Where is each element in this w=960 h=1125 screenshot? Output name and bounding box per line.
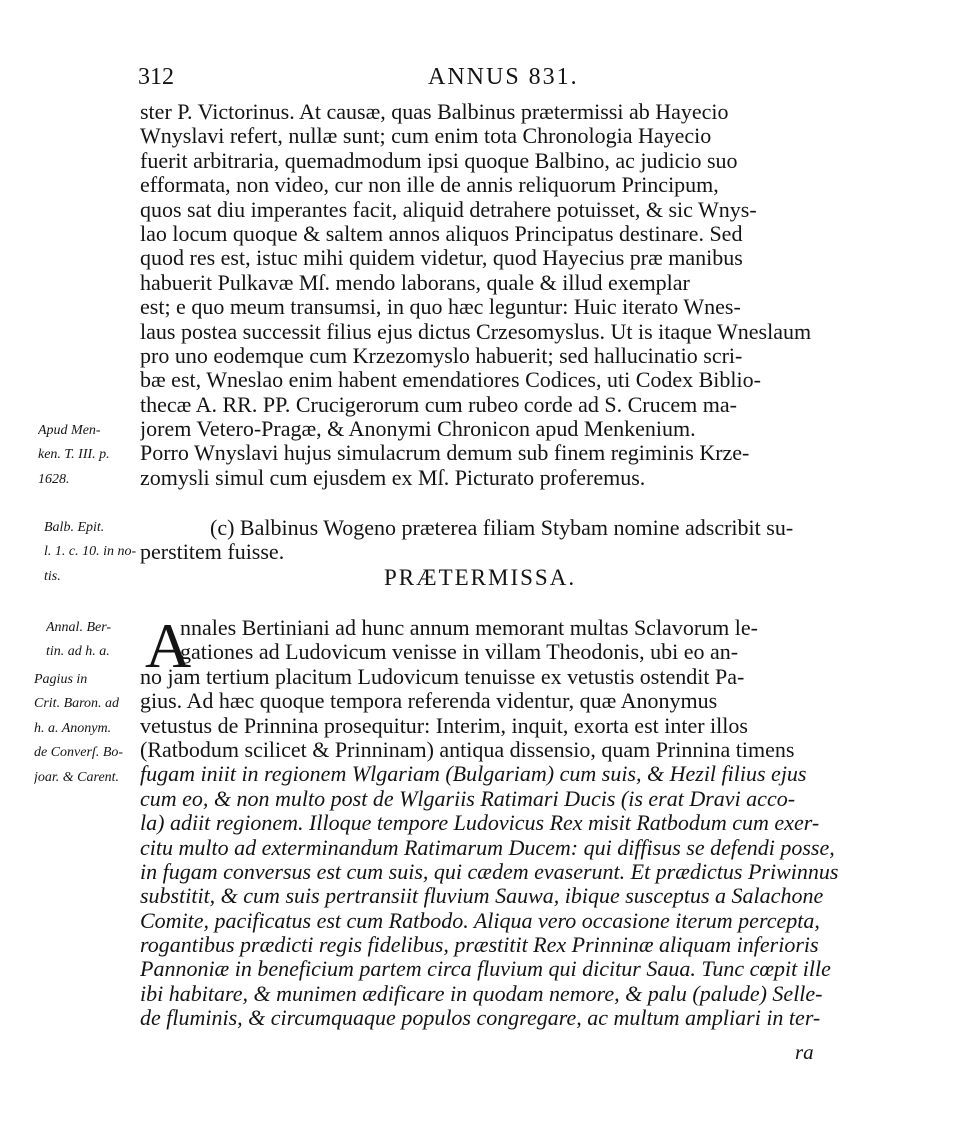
margin-line: joar. & Carent. [34,769,120,785]
text-line: (Ratbodum scilicet & Prinninam) antiqua dissensio, quam Prinnina timens [140,737,795,762]
text-line: laus postea successit filius ejus dictus Crzesomyslus. Ut is itaque Wneslaum [140,319,812,344]
text-line: efformata, non video, cur non ille de annis reliquorum Principum, [140,173,719,198]
note-line: perstitem fuisse. [140,540,285,565]
running-head: ANNUS 831. [428,64,579,90]
text-line: quos sat diu imperantes facit, aliquid detrahere potuisset, & sic Wnys- [140,197,757,222]
margin-line: de Converſ. Bo- [34,745,124,761]
page-number: 312 [138,64,174,90]
text-line: quod res est, istuc mihi quidem videtur, quod Hayecius præ manibus [140,246,743,271]
text-line: fugam iniit in regionem Wlgariam (Bulgariam) cum suis, & Hezil filius ejus [140,762,807,787]
footnote-c [140,516,840,565]
text-line: lao locum quoque & saltem annos aliquos Principatus destinare. Sed [140,221,743,246]
text-line: vetustus de Prinnina prosequitur: Interim, inquit, exorta est inter illos [140,713,748,738]
margin-line: ken. T. III. p. [38,447,110,463]
margin-line: tin. ad h. a. [46,644,110,660]
section-title: PRÆTERMISSA. [384,565,577,590]
margin-note-annal [46,616,144,665]
text-line: substitit, & cum suis pertransiit fluvium Sauwa, ibique susceptus a Salachone [140,884,824,909]
page-header [138,64,838,94]
text-line: in fugam conversus est cum suis, qui cædem evaserunt. Et prædictus Priwinnus [140,859,839,884]
catchword: ra [795,1040,814,1064]
margin-line: Apud Men- [38,423,101,438]
margin-line: Pagius in [34,672,88,687]
text-line: rogantibus prædicti regis fidelibus, præstitit Rex Prinninæ aliquam inferioris [140,933,819,958]
text-line: nnales Bertiniani ad hunc annum memorant multas Sclavorum le- [180,616,758,640]
margin-line: Crit. Baron. ad [34,696,120,712]
text-line: de fluminis, & circumquaque populos congregare, ac multum ampliari in ter- [140,1006,821,1031]
main-text-part1 [140,100,840,490]
text-line: pro uno eodemque cum Krzezomyslo habuerit; sed hallucinatio scri- [140,343,743,368]
text-line: no jam tertium placitum Ludovicum tenuisse ex vetustis ostendit Pa- [140,664,745,689]
text-line: bæ est, Wneslao enim habent emendatiores Codices, uti Codex Biblio- [140,368,761,393]
margin-note-menken [38,419,136,492]
margin-line: tis. [44,568,61,584]
margin-line: 1628. [38,471,70,487]
text-line: est; e quo meum transumsi, in quo hæc leguntur: Huic iterato Wnes- [140,295,741,320]
text-line: gius. Ad hæc quoque tempora referenda videntur, quæ Anonymus [140,689,718,714]
text-line: Comite, pacificatus est cum Ratbodo. Aliqua vero occasione iterum percepta, [140,908,820,933]
text-line: ster P. Victorinus. At causæ, quas Balbinus prætermissi ab Hayecio [140,100,729,124]
note-line: (c) Balbinus Wogeno præterea filiam Stybam nomine adscribit su- [210,516,794,540]
main-text-part2 [140,610,840,1031]
text-line: gationes ad Ludovicum venisse in villam Theodonis, ubi eo an- [180,640,739,665]
margin-line: l. 1. c. 10. in no- [44,544,137,560]
margin-note-balbinus [44,516,142,589]
text-line: Wnyslavi refert, nullæ sunt; cum enim tota Chronologia Hayecio [140,124,712,149]
text-line: Porro Wnyslavi hujus simulacrum demum sub finem regiminis Krze- [140,441,750,466]
text-line: jorem Vetero-Pragæ, & Anonymi Chronicon apud Menkenium. [140,417,696,442]
margin-line: h. a. Anonym. [34,720,112,736]
text-line: fuerit arbitraria, quemadmodum ipsi quoque Balbino, ac judicio suo [140,148,738,173]
margin-line: Balb. Epit. [44,520,105,535]
text-line: zomysli simul cum ejusdem ex Mſ. Picturato proferemus. [140,465,646,490]
margin-line: Annal. Ber- [46,620,112,635]
margin-note-pagius [34,668,132,790]
text-line: cum eo, & non multo post de Wlgariis Ratimari Ducis (is erat Dravi acco- [140,786,796,811]
text-line: ibi habitare, & munimen ædificare in quodam nemore, & palu (palude) Selle- [140,981,823,1006]
text-line: habuerit Pulkavæ Mſ. mendo laborans, quale & illud exemplar [140,270,690,295]
text-line: Pannoniæ in beneficium partem circa fluvium qui dicitur Saua. Tunc cœpit ille [140,957,831,982]
text-line: la) adiit regionem. Illoque tempore Ludovicus Rex misit Ratbodum cum exer- [140,811,820,836]
text-line: citu multo ad exterminandum Ratimarum Ducem: qui diffisus se defendi posse, [140,835,835,860]
text-line: thecæ A. RR. PP. Crucigerorum cum rubeo corde ad S. Crucem ma- [140,392,737,417]
drop-cap: A [145,610,192,681]
